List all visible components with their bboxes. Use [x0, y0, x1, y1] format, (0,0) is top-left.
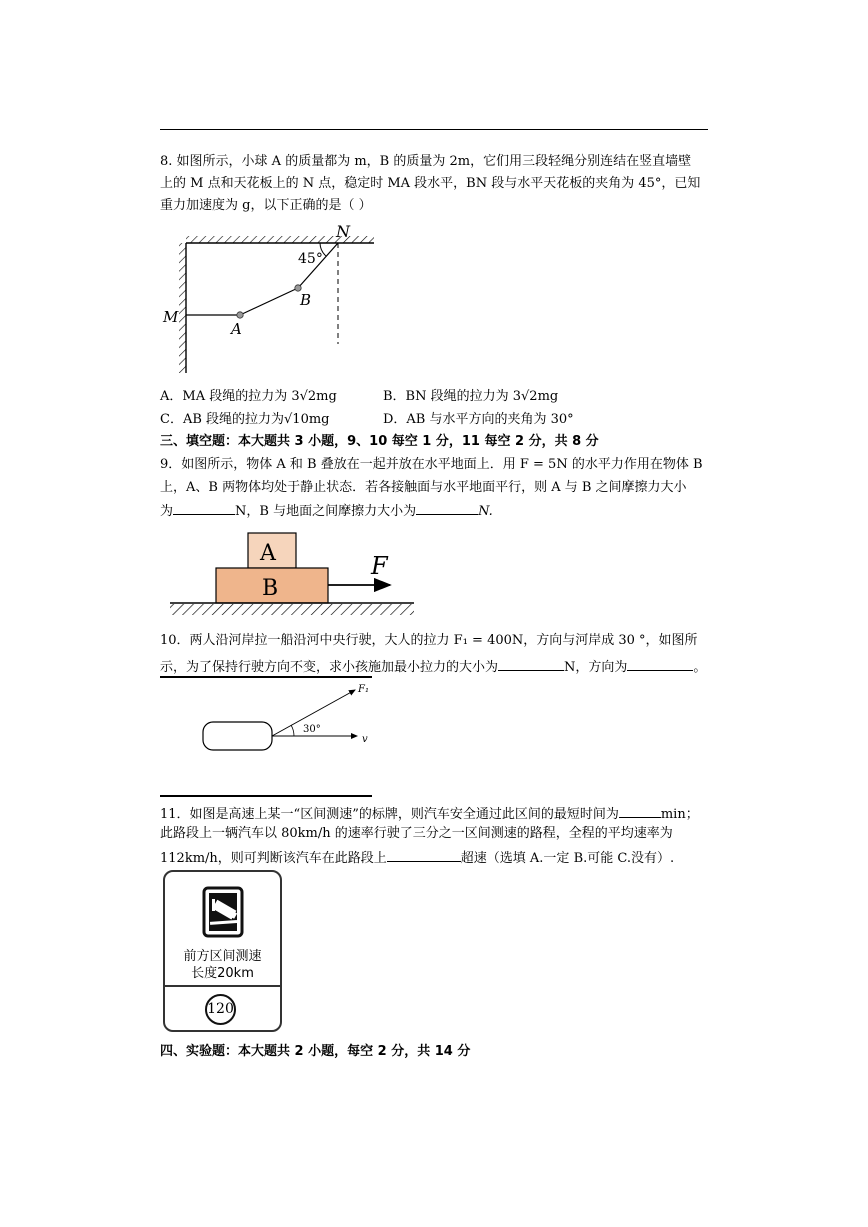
q9-blank-2[interactable] — [416, 500, 478, 515]
q8-figure — [160, 222, 380, 382]
q8-option-d: D．AB 与水平方向的夹角为 30° — [383, 412, 574, 427]
speed-sign — [163, 870, 282, 1032]
speed-limit-circle — [205, 994, 236, 1025]
q10-line1: 10．两人沿河岸拉一船沿河中央行驶，大人的拉力 F₁ = 400N，方向与河岸成 30 °，如图所 — [160, 633, 698, 648]
q11-blank-2[interactable] — [387, 847, 461, 862]
sign-divider — [165, 985, 280, 987]
label-30: 30° — [303, 724, 321, 735]
ball-a — [237, 312, 243, 318]
q11-line2: 此路段上一辆汽车以 80km/h 的速率行驶了三分之一区间测速的路程，全程的平均速率为 — [160, 826, 673, 841]
q10-line2-post: 。 — [693, 660, 707, 675]
q10-figure-bottom-rule — [160, 795, 372, 797]
q9-line1: 9．如图所示，物体 A 和 B 叠放在一起并放在水平地面上．用 F = 5N 的水平力作用在物体 B — [160, 457, 703, 472]
q8-line3: 重力加速度为 g，以下正确的是（ ） — [160, 198, 372, 213]
label-b: B — [300, 291, 312, 309]
speed-limit-value: 120 — [207, 1001, 234, 1017]
section3-heading: 三、填空题：本大题共 3 小题，9、10 每空 1 分，11 每空 2 分，共 8 分 — [160, 434, 599, 449]
q10-blank-1[interactable] — [498, 656, 564, 671]
q9-figure — [168, 530, 418, 620]
q10-blank-2[interactable] — [627, 656, 693, 671]
label-a: A — [231, 320, 242, 338]
q10-line2-mid: N，方向为 — [564, 660, 628, 675]
q11-line3-pre: 112km/h，则可判断该汽车在此路段上 — [160, 851, 387, 866]
q10-figure — [160, 680, 380, 770]
q10-line2 — [160, 656, 706, 677]
boat — [203, 722, 272, 750]
q8-option-a: A．MA 段绳的拉力为 3√2mg — [160, 389, 337, 404]
q9-line3 — [160, 500, 493, 521]
block-b-label: B — [262, 576, 279, 601]
q11-line1-pre: 11．如图是高速上某一“区间测速”的标牌，则汽车安全通过此区间的最短时间为 — [160, 807, 619, 822]
sign-text-1: 前方区间测速 — [183, 949, 262, 964]
q11-line3-post: 超速（选填 A.一定 B.可能 C.没有）. — [460, 851, 675, 866]
label-angle: 45° — [298, 251, 323, 267]
q9-line2: 上，A、B 两物体均处于静止状态．若各接触面与水平地面平行，则 A 与 B 之间摩擦力大小 — [160, 480, 687, 495]
q11-line3 — [160, 847, 674, 868]
q10-figure-top-rule — [160, 676, 372, 678]
q11-line1-post: min； — [660, 807, 699, 822]
q9-line3-post: N. — [478, 504, 493, 519]
q9-line3-pre: 为 — [160, 504, 174, 519]
q10-line2-pre: 示，为了保持行驶方向不变，求小孩施加最小拉力的大小为 — [160, 660, 499, 675]
label-m: M — [163, 308, 179, 326]
label-n: N — [336, 222, 350, 241]
block-a-label: A — [260, 541, 276, 566]
force-label: F — [371, 552, 388, 580]
camera-icon — [202, 886, 244, 938]
q8-line1: 8. 如图所示，小球 A 的质量都为 m，B 的质量为 2m，它们用三段轻绳分别连结在竖直墙壁 — [160, 154, 692, 169]
q9-blank-1[interactable] — [173, 500, 235, 515]
sign-text-2: 长度20km — [191, 966, 254, 981]
q8-option-b: B．BN 段绳的拉力为 3√2mg — [383, 389, 559, 404]
label-f1: F₁ — [358, 684, 369, 695]
q9-line3-mid: N，B 与地面之间摩擦力大小为 — [235, 504, 417, 519]
label-v: v — [362, 734, 368, 745]
q11-blank-1[interactable] — [619, 803, 661, 818]
q8-line2: 上的 M 点和天花板上的 N 点，稳定时 MA 段水平，BN 段与水平天花板的夹角为 45°，已知 — [160, 176, 701, 191]
section4-heading: 四、实验题：本大题共 2 小题，每空 2 分，共 14 分 — [160, 1044, 471, 1059]
q11-line1 — [160, 803, 699, 824]
header-rule — [160, 129, 708, 130]
q8-option-c: C．AB 段绳的拉力为√10mg — [160, 412, 330, 427]
